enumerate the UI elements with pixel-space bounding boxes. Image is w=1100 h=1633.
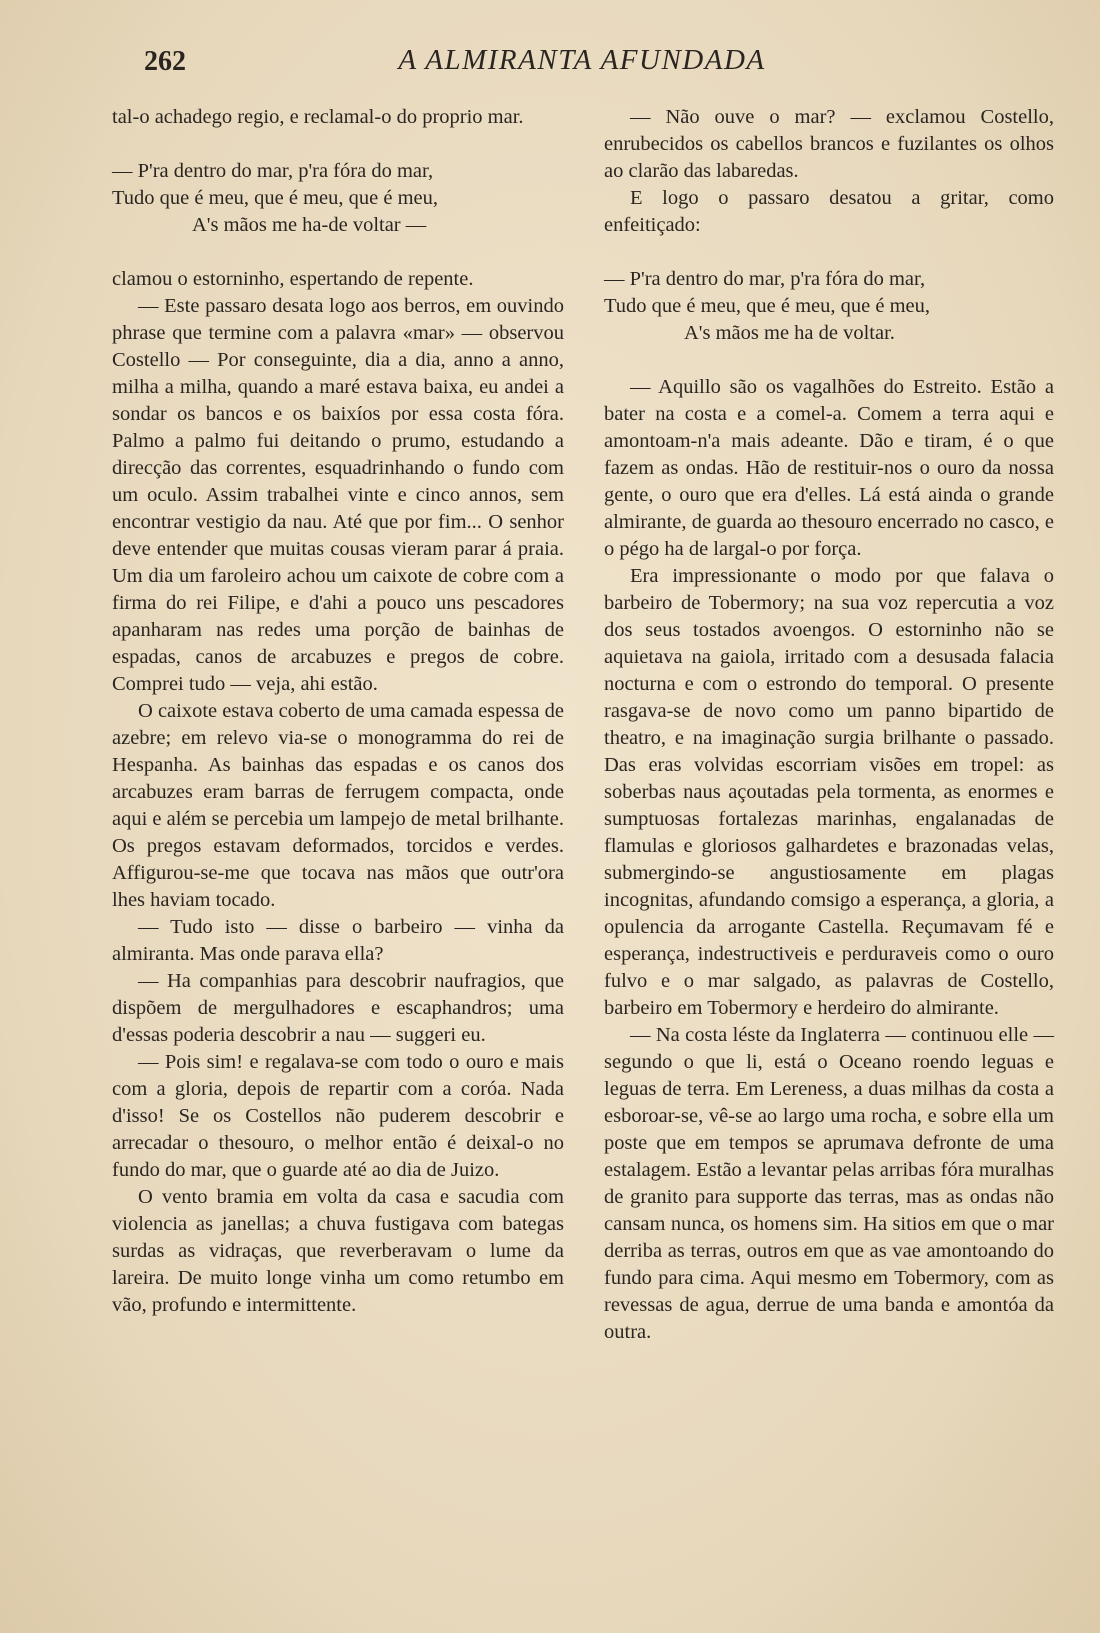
paragraph: clamou o estorninho, espertando de repente. bbox=[112, 268, 474, 290]
page-number: 262 bbox=[144, 46, 186, 77]
paragraph: — Não ouve o mar? — exclamou Costello, enrubecidos os cabellos brancos e fuzilantes os olhos ao clarão das labaredas. bbox=[604, 106, 1054, 182]
paragraph: O caixote estava coberto de uma camada espessa de azebre; em relevo via-se o monogramma do rei de Hespanha. As bainhas das espadas e os canos dos arcabuzes eram barras de ferrugem compacta, onde aqui e além se percebia um lampejo de metal brilhante. Os pregos estavam deformados, torcidos e verdes. Affigurou-se-me que tocava nas mãos que outr'ora lhes haviam tocado. bbox=[112, 700, 564, 911]
paragraph: — Na costa léste da Inglaterra — continuou elle — segundo o que li, está o Oceano roendo leguas e leguas de terra. Em Lereness, a duas milhas da costa a esboroar-se, vê-se ao largo uma rocha, e sobre ella um poste que em tempos se aprumava defronte de uma estalagem. Estão a levantar pelas arribas fóra muralhas de granito para supporte das terras, mas as ondas não cansam nunca, os homens sim. Ha sitios em que o mar derriba as terras, outros em que as vae amontoando do fundo para cima. Aqui mesmo em Tobermory, com as revessas de agua, derrue de uma banda e amontóa da outra. bbox=[604, 1024, 1054, 1343]
right-column bbox=[604, 104, 1054, 1346]
verse-line: — P'ra dentro do mar, p'ra fóra do mar, bbox=[604, 268, 926, 290]
page-header bbox=[112, 42, 1052, 86]
paragraph: Era impressionante o modo por que falava o barbeiro de Tobermory; na sua voz repercutia a voz dos seus tostados avoengos. O estorninho não se aquietava na gaiola, irritado com a desusada falacia nocturna e com o estrondo do temporal. O presente rasgava-se de novo como um panno bipartido de theatro, e na imaginação surgia brilhante o passado. Das eras volvidas escorriam visões em tropel: as soberbas naus açoutadas pela tormenta, as enormes e sumptuosas fortalezas marinhas, engalanadas de flamulas e gloriosos galhardetes e brazonadas velas, submergindo-se angustiosamente em plagas incognitas, afundando comsigo a esperança, a gloria, a opulencia da arrogante Castella. Reçumavam fé e esperança, indestructiveis e perduraveis como o ouro fulvo e o mar salgado, as palavras de Costello, barbeiro em Tobermory e herdeiro do almirante. bbox=[604, 565, 1054, 1019]
left-column bbox=[112, 104, 564, 1319]
paragraph: E logo o passaro desatou a gritar, como enfeitiçado: bbox=[604, 187, 1054, 236]
verse-line: Tudo que é meu, que é meu, que é meu, bbox=[112, 187, 439, 209]
verse-stanza bbox=[112, 158, 564, 239]
running-title: A ALMIRANTA AFUNDADA bbox=[398, 44, 766, 76]
paragraph: — Tudo isto — disse o barbeiro — vinha da almiranta. Mas onde parava ella? bbox=[112, 916, 564, 965]
paragraph: O vento bramia em volta da casa e sacudia com violencia as janellas; a chuva fustigava com bategas surdas as vidraças, que reverberavam o lume da lareira. De muito longe vinha um como retumbo em vão, profundo e intermittente. bbox=[112, 1186, 564, 1316]
verse-line: Tudo que é meu, que é meu, que é meu, bbox=[604, 295, 931, 317]
paragraph: — Este passaro desata logo aos berros, em ouvindo phrase que termine com a palavra «mar» — observou Costello — Por conseguinte, dia a dia, anno a anno, milha a milha, quando a maré estava baixa, eu andei a sondar os bancos e os baixíos por essa costa fóra. Palmo a palmo fui deitando o prumo, estudando a direcção das correntes, esquadrinhando o fundo com um oculo. Assim trabalhei vinte e cinco annos, sem encontrar vestigio da nau. Até que por fim... O senhor deve entender que muitas cousas vieram parar á praia. Um dia um faroleiro achou um caixote de cobre com a firma do rei Filipe, e d'ahi a pouco uns pescadores apanharam nas redes uma porção de bainhas de espadas, canos de arcabuzes e pregos de cobre. Comprei tudo — veja, ahi estão. bbox=[112, 295, 564, 695]
paragraph: — Aquillo são os vagalhões do Estreito. Estão a bater na costa e a comel-a. Comem a terra aqui e amontoam-n'a mais adeante. Dão e tiram, é o que fazem as ondas. Hão de restituir-nos o ouro da nossa gente, o ouro que era d'elles. Lá está ainda o grande almirante, de guarda ao thesouro encerrado no casco, e o pégo ha de largal-o por força. bbox=[604, 376, 1054, 560]
verse-line: — P'ra dentro do mar, p'ra fóra do mar, bbox=[112, 160, 434, 182]
verse-line: A's mãos me ha-de voltar — bbox=[192, 214, 427, 236]
verse-line: A's mãos me ha de voltar. bbox=[684, 322, 895, 344]
verse-stanza bbox=[604, 266, 1054, 347]
paragraph: tal-o achadego regio, e reclamal-o do proprio mar. bbox=[112, 106, 524, 128]
paragraph: — Pois sim! e regalava-se com todo o ouro e mais com a gloria, depois de repartir com a coróa. Nada d'isso! Se os Costellos não puderem descobrir e arrecadar o thesouro, o melhor então é deixal-o no fundo do mar, que o guarde até ao dia de Juizo. bbox=[112, 1051, 564, 1181]
paragraph: — Ha companhias para descobrir naufragios, que dispõem de mergulhadores e escaphandros; uma d'essas poderia descobrir a nau — suggeri eu. bbox=[112, 970, 564, 1046]
